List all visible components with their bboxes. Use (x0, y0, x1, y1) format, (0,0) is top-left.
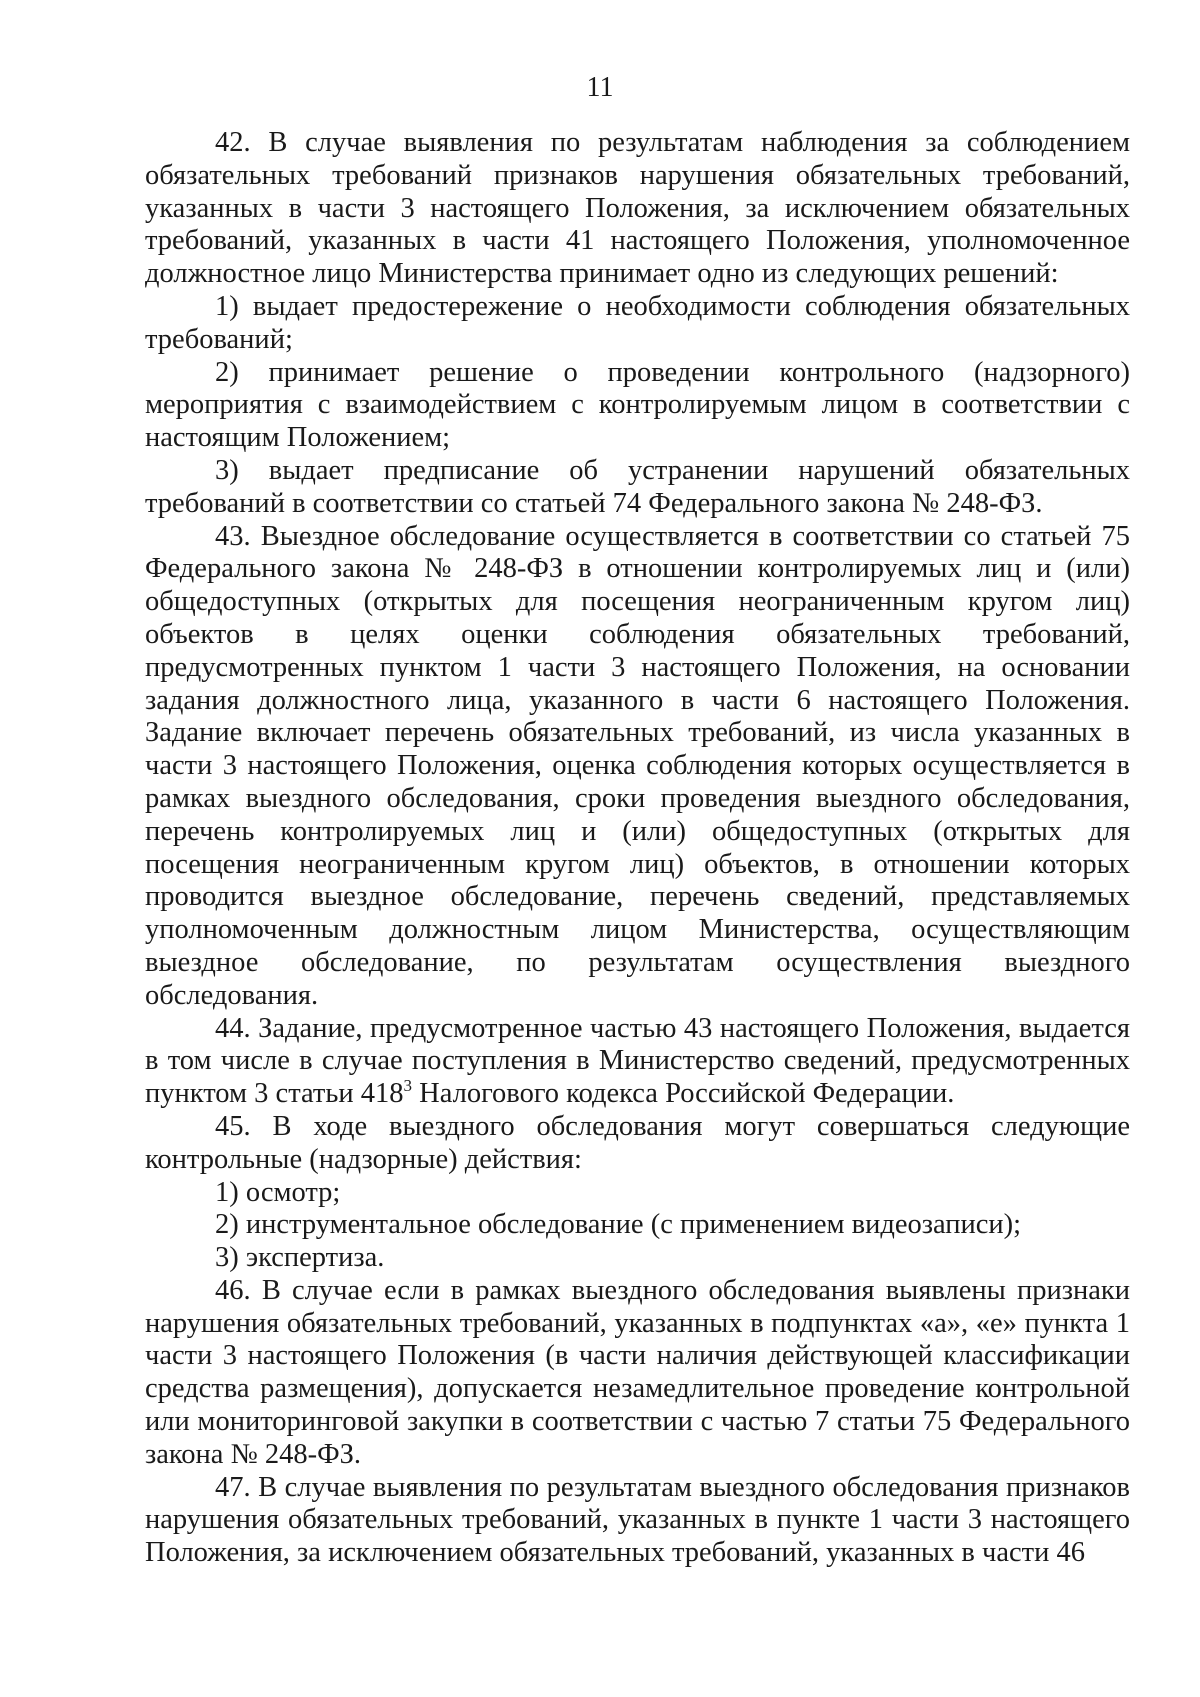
paragraph-45-item-2: 2) инструментальное обследование (с применением видеозаписи); (215, 1209, 1022, 1241)
paragraph-45: 45. В ходе выездного обследования могут совершаться следующие контрольные (надзорные) действия: (145, 1110, 1130, 1175)
paragraph-45-item-1: 1) осмотр; (215, 1176, 341, 1208)
document-body (145, 127, 1130, 1570)
paragraph-44-superscript: 3 (403, 1076, 412, 1096)
paragraph-47: 47. В случае выявления по результатам выездного обследования признаков нарушения обязательных требований, указанных в пункте 1 части 3 настоящего Положения, за исключением обязательных требований, указанных в части 46 (145, 1471, 1130, 1569)
paragraph-43: 43. Выездное обследование осуществляется в соответствии со статьей 75 Федерального закона № 248-ФЗ в отношении контролируемых лиц и (или) общедоступных (открытых для посещения неограниченным кругом лиц) объектов в целях оценки соблюдения обязательных требований, предусмотренных пунктом 1 части 3 настоящего Положения, на основании задания должностного лица, указанного в части 6 настоящего Положения. Задание включает перечень обязательных требований, из числа указанных в части 3 настоящего Положения, оценка соблюдения которых осуществляется в рамках выездного обследования, сроки проведения выездного обследования, перечень контролируемых лиц и (или) общедоступных (открытых для посещения неограниченным кругом лиц) объектов, в отношении которых проводится выездное обследование, перечень сведений, представляемых уполномоченным должностным лицом Министерства, осуществляющим выездное обследование, по результатам осуществления выездного обследования. (145, 520, 1130, 1011)
paragraph-46: 46. В случае если в рамках выездного обследования выявлены признаки нарушения обязательных требований, указанных в подпунктах «а», «е» пункта 1 части 3 настоящего Положения (в части наличия действующей классификации средства размещения), допускается незамедлительное проведение контрольной или мониторинговой закупки в соответствии с частью 7 статьи 75 Федерального закона № 248-ФЗ. (145, 1274, 1130, 1470)
paragraph-42-item-3: 3) выдает предписание об устранении нарушений обязательных требований в соответствии со статьей 74 Федерального закона № 248-ФЗ. (145, 454, 1130, 519)
paragraph-45-item-3: 3) экспертиза. (215, 1242, 385, 1274)
paragraph-42: 42. В случае выявления по результатам наблюдения за соблюдением обязательных требований признаков нарушения обязательных требований, указанных в части 3 настоящего Положения, за исключением обязательных требований, указанных в части 41 настоящего Положения, уполномоченное должностное лицо Министерства принимает одно из следующих решений: (145, 127, 1130, 290)
paragraph-44 (145, 1013, 1130, 1111)
paragraph-44-text-before: 44. Задание, предусмотренное частью 43 настоящего Положения, выдается в том числе в случае поступления в Министерство сведений, предусмотренных пунктом 3 статьи 418 (145, 1012, 1130, 1110)
paragraph-42-item-2: 2) принимает решение о проведении контрольного (надзорного) мероприятия с взаимодействием с контролируемым лицом в соответствии с настоящим Положением; (145, 356, 1130, 454)
page-number: 11 (586, 72, 614, 103)
paragraph-42-item-1: 1) выдает предостережение о необходимости соблюдения обязательных требований; (145, 290, 1130, 355)
paragraph-44-text-after: Налогового кодекса Российской Федерации. (412, 1078, 955, 1110)
